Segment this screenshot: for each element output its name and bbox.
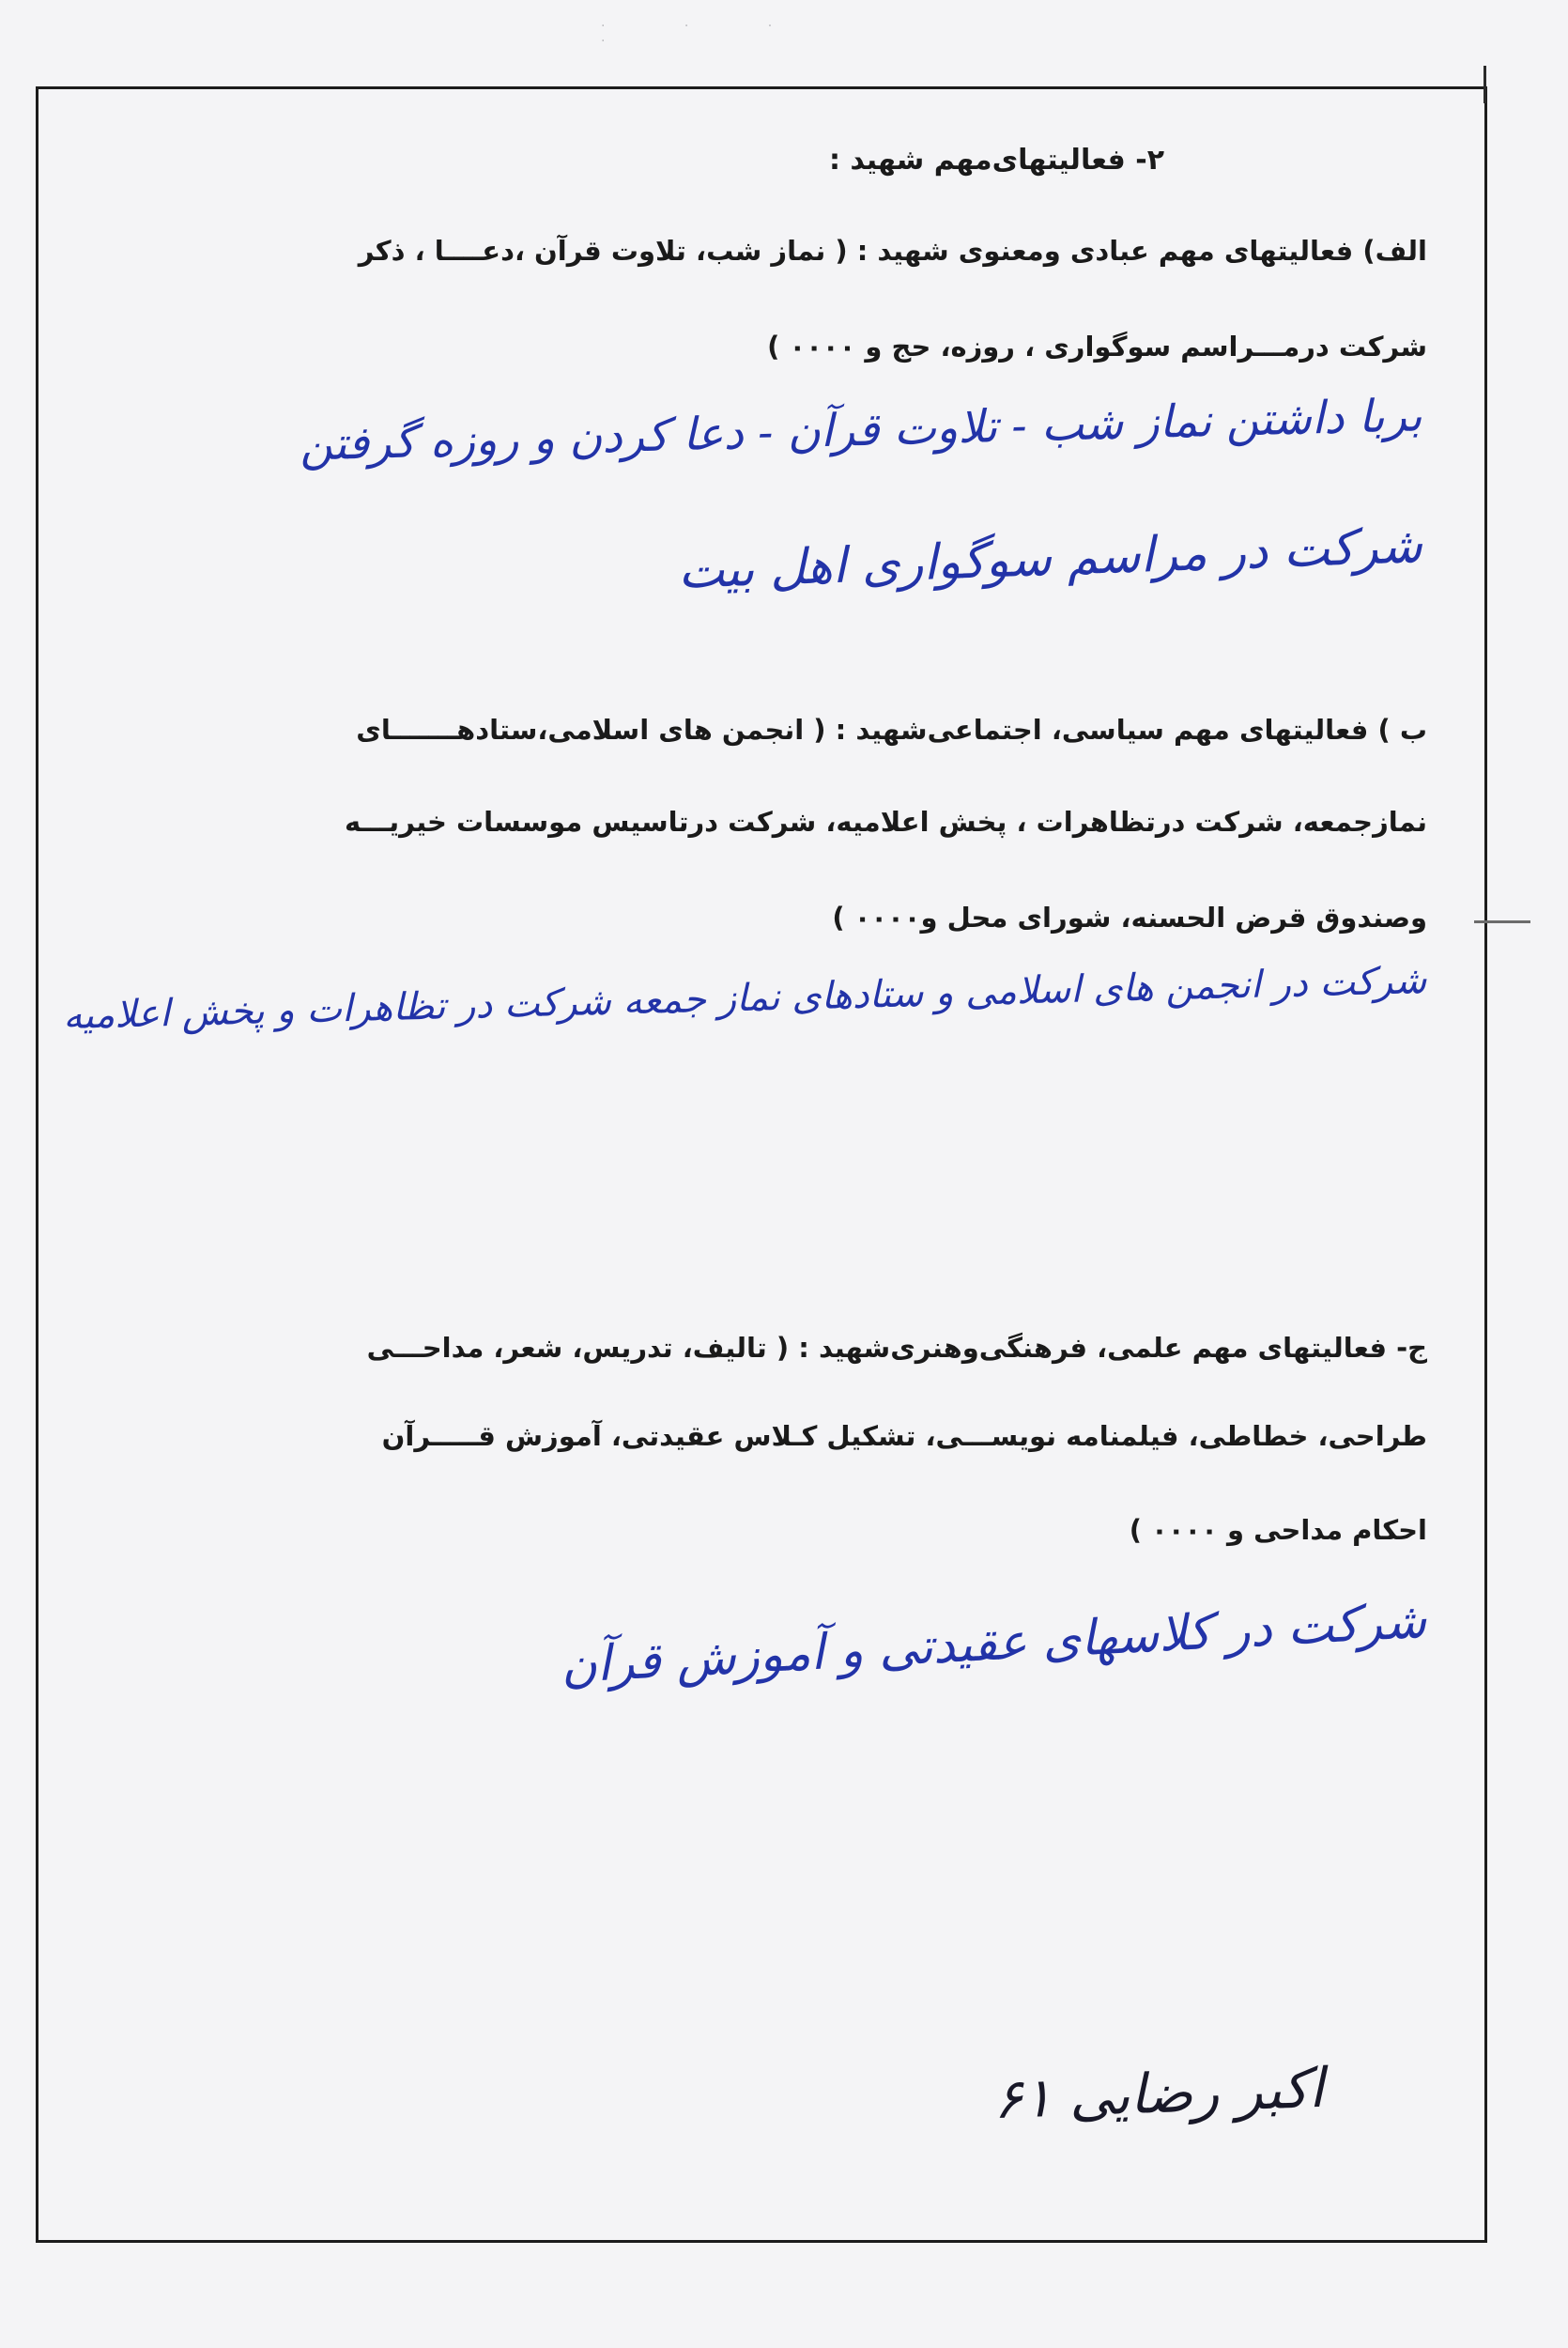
section-a-handwritten-2: شرکت در مراسم سوگواری اهل بیت xyxy=(677,517,1423,600)
border-mark-right xyxy=(1474,920,1530,923)
section-b-line-3: وصندوق قرض الحسنه، شورای محل و۰۰۰۰ ) xyxy=(832,902,1427,934)
scan-specks: · · · · xyxy=(601,19,810,49)
section-a-line-2: شرکت درمـــراسم سوگواری ، روزه، حج و ۰۰۰۰ ) xyxy=(767,331,1427,363)
section-b-line-1: ب ) فعالیتهای مهم سیاسی، اجتماعی‌شهید : ( انجمن های اسلامی،ستادهـــــــای xyxy=(356,714,1427,746)
signature: اکبر رضایی ۶۱ xyxy=(992,2055,1326,2132)
section-c-line-3: احکام مداحی و ۰۰۰۰ ) xyxy=(1129,1514,1427,1546)
section-a-line-1: الف) فعالیتهای مهم عبادی ومعنوی شهید : ( نماز شب، تلاوت قرآن ،دعــــا ، ذکر xyxy=(358,235,1427,267)
section-b-line-2: نمازجمعه، شرکت درتظاهرات ، پخش اعلامیه، شرکت درتاسیس موسسات خیریـــه xyxy=(344,806,1427,838)
section-c-line-2: طراحی، خطاطی، فیلمنامه نویســـی، تشکیل کـلاس عقیدتی، آموزش قـــــرآن xyxy=(381,1420,1427,1452)
section-c-line-1: ج- فعالیتهای مهم علمی، فرهنگی‌وهنری‌شهید : ( تالیف، تدریس، شعر، مداحـــی xyxy=(366,1332,1427,1364)
section-c-handwritten-1: شرکت در کلاسهای عقیدتی و آموزش قرآن xyxy=(560,1592,1428,1695)
section-heading: ۲- فعالیتهای‌مهم شهید : xyxy=(828,144,1164,177)
border-mark-top xyxy=(1483,66,1486,103)
section-b-handwritten-1: شرکت در انجمن های اسلامی و ستادهای نماز جمعه شرکت در تظاهرات و پخش اعلامیه xyxy=(63,958,1428,1039)
section-a-handwritten-1: بربا داشتن نماز شب - تلاوت قرآن - دعا کردن و روزه گرفتن xyxy=(299,389,1423,471)
